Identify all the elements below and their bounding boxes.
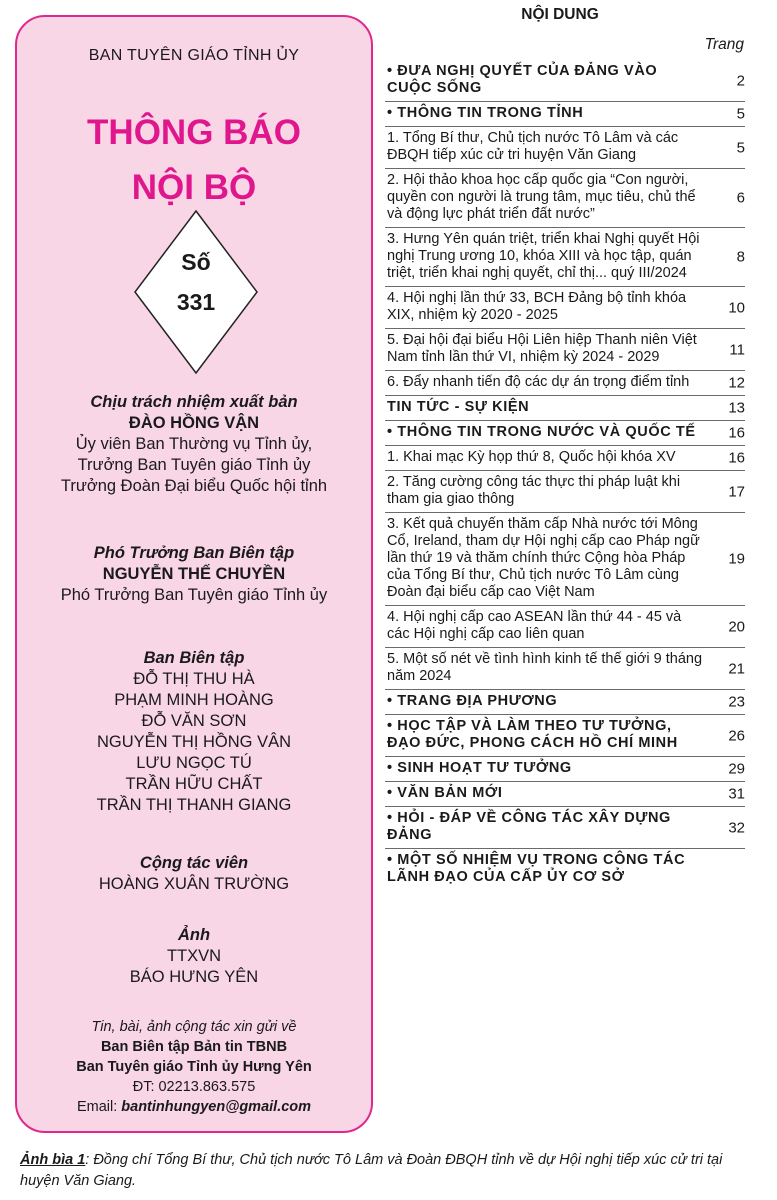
toc-entry-page: 19	[728, 550, 745, 568]
masthead-panel	[15, 15, 373, 1133]
editorial-member: ĐỖ VĂN SƠN	[141, 712, 247, 730]
toc-entry-title: • TRANG ĐỊA PHƯƠNG	[387, 693, 558, 709]
toc-page-column-label: Trang	[704, 36, 744, 53]
cover-photo-caption	[20, 1150, 760, 1192]
issue-number: 331	[176, 289, 216, 315]
deputy-editor-block	[17, 543, 371, 606]
deputy-editor-heading: Phó Trưởng Ban Biên tập	[93, 544, 295, 562]
toc-section-row[interactable]	[385, 849, 745, 890]
toc-entry-page: 6	[736, 189, 745, 207]
publisher-role: Trưởng Đoàn Đại biểu Quốc hội tỉnh	[60, 477, 328, 495]
toc-entry-title: 5. Đại hội đại biểu Hội Liên hiệp Thanh niên Việt Nam tỉnh lần thứ VI, nhiệm kỳ 2024 - 2029	[387, 332, 697, 365]
organization-name: BAN TUYÊN GIÁO TỈNH ỦY	[88, 47, 300, 64]
toc-entry-page: 31	[728, 785, 745, 803]
toc-entry-page: 20	[728, 618, 745, 635]
toc-entry-page: 16	[728, 449, 745, 467]
editorial-board-block	[17, 648, 371, 816]
publisher-responsible-heading: Chịu trách nhiệm xuất bản	[90, 393, 298, 411]
collaborator-block	[17, 853, 371, 895]
toc-entry-page: 13	[728, 399, 745, 417]
toc-article-row[interactable]	[385, 371, 745, 396]
toc-article-row[interactable]	[385, 169, 745, 228]
publication-title-line2: NỘI BỘ	[131, 168, 257, 207]
contact-office: Ban Biên tập Bản tin TBNB	[100, 1039, 288, 1055]
toc-entry-title: • HỎI - ĐÁP VỀ CÔNG TÁC XÂY DỰNG ĐẢNG	[387, 810, 671, 843]
toc-article-row[interactable]	[385, 329, 745, 371]
caption-label: Ảnh bìa 1	[20, 1152, 86, 1168]
issue-label: Số	[181, 249, 211, 275]
editorial-member: TRẦN THỊ THANH GIANG	[96, 796, 292, 814]
toc-article-row[interactable]	[385, 287, 745, 329]
toc-entry-title: TIN TỨC - SỰ KIỆN	[387, 399, 530, 415]
toc-entry-title: 6. Đẩy nhanh tiến độ các dự án trọng điểm tỉnh	[387, 374, 690, 390]
toc-entry-page: 5	[736, 139, 745, 156]
toc-entry-page: 12	[728, 374, 745, 392]
toc-entry-page: 5	[736, 105, 745, 123]
issue-number-badge	[133, 209, 259, 375]
toc-section-row[interactable]	[385, 782, 745, 807]
contact-email-label: Email:	[76, 1099, 122, 1115]
publisher-role: Ủy viên Ban Thường vụ Tỉnh ủy,	[75, 435, 313, 453]
toc-entry-page: 26	[728, 727, 745, 744]
photo-credit-heading: Ảnh	[177, 926, 211, 944]
collaborator-heading: Cộng tác viên	[139, 854, 249, 872]
toc-entry-title: 2. Hội thảo khoa học cấp quốc gia “Con người, quyền con người là trung tâm, mục tiêu, chủ thể và động lực phát triển đất nước”	[387, 172, 696, 222]
publisher-responsible-block	[17, 392, 371, 497]
toc-entry-title: 5. Một số nét về tình hình kinh tế thế giới 9 tháng năm 2024	[387, 651, 703, 684]
toc-entry-page: 11	[729, 341, 745, 358]
toc-article-row[interactable]	[385, 228, 745, 287]
toc-entry-page: 29	[728, 760, 745, 778]
toc-section-row[interactable]	[385, 715, 745, 757]
contact-block	[17, 1017, 371, 1117]
toc-section-row[interactable]	[385, 60, 745, 102]
toc-entry-title: • ĐƯA NGHỊ QUYẾT CỦA ĐẢNG VÀO CUỘC SỐNG	[387, 63, 658, 96]
toc-entry-page: 2	[736, 72, 745, 89]
toc-entry-title: • VĂN BẢN MỚI	[387, 785, 503, 801]
contact-office: Ban Tuyên giáo Tỉnh ủy Hưng Yên	[76, 1059, 312, 1075]
toc-entry-title: • MỘT SỐ NHIỆM VỤ TRONG CÔNG TÁC LÃNH ĐẠO CỦA CẤP ỦY CƠ SỞ	[387, 852, 686, 885]
deputy-editor-role: Phó Trưởng Ban Tuyên giáo Tỉnh ủy	[60, 586, 328, 604]
caption-text: : Đồng chí Tổng Bí thư, Chủ tịch nước Tô Lâm và Đoàn ĐBQH tỉnh về dự Hội nghị tiếp xúc cử tri tại huyện Văn Giang.	[20, 1152, 723, 1189]
toc-article-row[interactable]	[385, 471, 745, 513]
toc-entry-title: 3. Kết quả chuyến thăm cấp Nhà nước tới Mông Cổ, Ireland, tham dự Hội nghị cấp cao Pháp ngữ lần thứ 19 và thăm chính thức Cộng hòa Pháp của Tổng Bí thư, Chủ tịch nước Tô Lâm cùng Đoàn đại biểu cấp cao Việt Nam	[387, 516, 700, 600]
toc-entry-title: 1. Tổng Bí thư, Chủ tịch nước Tô Lâm và các ĐBQH tiếp xúc cử tri huyện Văn Giang	[387, 130, 679, 163]
collaborator-name: HOÀNG XUÂN TRƯỜNG	[98, 875, 290, 893]
toc-entry-title: • THÔNG TIN TRONG NƯỚC VÀ QUỐC TẾ	[387, 424, 696, 440]
toc-section-row[interactable]	[385, 396, 745, 421]
toc-entry-title: 3. Hưng Yên quán triệt, triển khai Nghị quyết Hội nghị Trung ương 10, khóa XIII và học tập, quán triệt, triển khai nghị quyết, chỉ thị... quý III/2024	[387, 231, 700, 281]
deputy-editor-name: NGUYỄN THẾ CHUYỀN	[102, 565, 286, 583]
contact-intro: Tin, bài, ảnh cộng tác xin gửi về	[91, 1019, 297, 1035]
toc-entry-page: 10	[728, 299, 745, 316]
toc-entry-title: • SINH HOẠT TƯ TƯỞNG	[387, 760, 572, 776]
toc-entry-title: 2. Tăng cường công tác thực thi pháp luật khi tham gia giao thông	[387, 474, 681, 507]
toc-article-row[interactable]	[385, 606, 745, 648]
toc-entry-page: 16	[728, 424, 745, 442]
editorial-board-heading: Ban Biên tập	[143, 649, 245, 667]
publisher-role: Trưởng Ban Tuyên giáo Tỉnh ủy	[77, 456, 311, 474]
toc-entry-title: • HỌC TẬP VÀ LÀM THEO TƯ TƯỞNG, ĐẠO ĐỨC, PHONG CÁCH HỒ CHÍ MINH	[387, 718, 678, 751]
toc-entry-page: 23	[728, 693, 745, 711]
contact-phone: ĐT: 02213.863.575	[132, 1079, 256, 1095]
toc-entry-title: 1. Khai mạc Kỳ họp thứ 8, Quốc hội khóa XV	[387, 449, 676, 465]
toc-section-row[interactable]	[385, 421, 745, 446]
editorial-member: LƯU NGỌC TÚ	[136, 754, 252, 772]
photo-source: TTXVN	[166, 947, 222, 965]
editorial-member: TRẦN HỮU CHẤT	[125, 775, 263, 793]
photo-credit-block	[17, 925, 371, 988]
toc-section-row[interactable]	[385, 757, 745, 782]
publication-title-line1: THÔNG BÁO	[87, 113, 301, 152]
editorial-member: ĐỖ THỊ THU HÀ	[133, 670, 255, 688]
publisher-responsible-name: ĐÀO HỒNG VẬN	[128, 414, 260, 432]
toc-article-row[interactable]	[385, 127, 745, 169]
toc-entry-title: 4. Hội nghị lần thứ 33, BCH Đảng bộ tỉnh khóa XIX, nhiệm kỳ 2020 - 2025	[387, 290, 687, 323]
toc-section-row[interactable]	[385, 807, 745, 849]
toc-entry-page: 32	[728, 819, 745, 836]
table-of-contents	[385, 60, 745, 890]
toc-entry-page: 21	[728, 660, 745, 677]
toc-entry-page: 17	[728, 483, 745, 500]
photo-source: BÁO HƯNG YÊN	[129, 968, 259, 986]
toc-article-row[interactable]	[385, 446, 745, 471]
toc-article-row[interactable]	[385, 513, 745, 606]
editorial-member: NGUYỄN THỊ HỒNG VÂN	[96, 733, 292, 751]
toc-entry-page: 8	[736, 248, 745, 266]
toc-heading: NỘI DUNG	[521, 6, 599, 23]
editorial-member: PHẠM MINH HOÀNG	[114, 691, 274, 709]
contact-email-line	[17, 1097, 371, 1117]
contact-email-link[interactable]: bantinhungyen@gmail.com	[121, 1099, 312, 1115]
toc-entry-title: 4. Hội nghị cấp cao ASEAN lần thứ 44 - 45 và các Hội nghị cấp cao liên quan	[387, 609, 682, 642]
toc-article-row[interactable]	[385, 648, 745, 690]
toc-section-row[interactable]	[385, 102, 745, 127]
toc-section-row[interactable]	[385, 690, 745, 715]
toc-entry-title: • THÔNG TIN TRONG TỈNH	[387, 105, 584, 121]
